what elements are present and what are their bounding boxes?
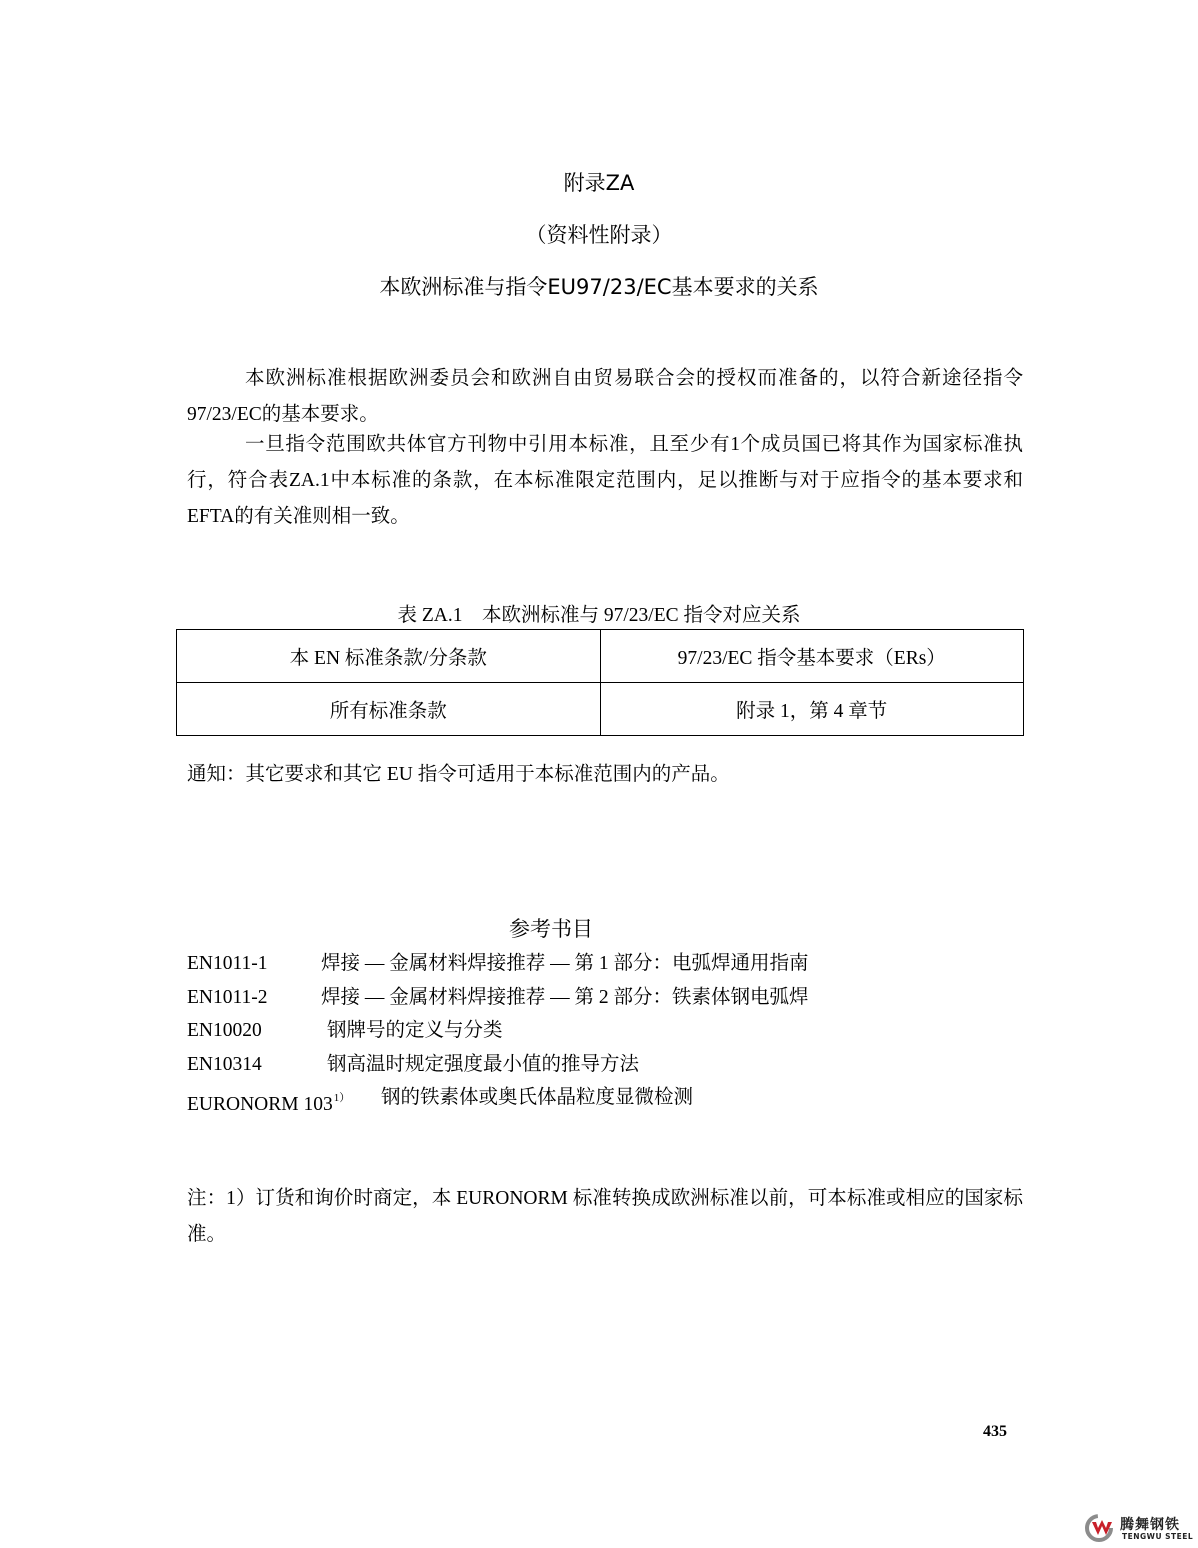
list-item <box>187 984 1023 1018</box>
correspondence-table <box>176 629 1024 736</box>
bib-code: EN1011-1 <box>187 953 268 974</box>
list-item <box>187 1084 1023 1118</box>
table-header-cell: 97/23/EC 指令基本要求（ERs） <box>600 630 1024 683</box>
bib-title: 钢牌号的定义与分类 <box>327 1020 503 1041</box>
table-caption: 表 ZA.1 本欧洲标准与 97/23/EC 指令对应关系 <box>397 605 801 626</box>
bib-code: EN1011-2 <box>187 986 268 1008</box>
list-item <box>187 1017 1023 1051</box>
bib-code: EURONORM 103 <box>187 1094 333 1115</box>
appendix-heading: 本欧洲标准与指令EU97/23/EC基本要求的关系 <box>379 275 819 299</box>
bib-title: 钢高温时规定强度最小值的推导方法 <box>327 1053 640 1075</box>
appendix-subtitle: （资料性附录） <box>525 223 673 247</box>
bib-title: 钢的铁素体或奥氏体晶粒度显微检测 <box>381 1087 694 1108</box>
appendix-title: 附录ZA <box>563 171 635 195</box>
bibliography-heading: 参考书目 <box>509 917 593 941</box>
page-number: 435 <box>983 1423 1007 1440</box>
table-cell: 所有标准条款 <box>177 683 601 736</box>
footnote-text: 注：1）订货和询价时商定，本 EURONORM 标准转换成欧洲标准以前，可本标准或相应的国家标准。 <box>187 1188 1023 1245</box>
bibliography-list <box>187 950 1023 1118</box>
footnote-marker: 1） <box>333 1092 351 1104</box>
table-header-row <box>177 630 1024 683</box>
notice-text: 通知：其它要求和其它 EU 指令可适用于本标准范围内的产品。 <box>187 764 730 785</box>
list-item <box>187 1051 1023 1085</box>
table-cell: 附录 1，第 4 章节 <box>600 683 1024 736</box>
bib-title: 焊接 — 金属材料焊接推荐 — 第 1 部分：电弧焊通用指南 <box>321 953 809 974</box>
table-header-cell: 本 EN 标准条款/分条款 <box>177 630 601 683</box>
logo-name-cn: 腾舞钢铁 <box>1120 1517 1180 1533</box>
logo-name-en: TENGWU STEEL <box>1122 1532 1194 1541</box>
paragraph-1: 本欧洲标准根据欧洲委员会和欧洲自由贸易联合会的授权而准备的，以符合新途径指令97/23/EC的基本要求。 <box>187 368 1023 425</box>
bib-code: EN10020 <box>187 1020 262 1041</box>
paragraph-2: 一旦指令范围欧共体官方刊物中引用本标准，且至少有1个成员国已将其作为国家标准执行，符合表ZA.1中本标准的条款，在本标准限定范围内，足以推断与对于应指令的基本要求和EFTA的有关准则相一致。 <box>187 434 1023 527</box>
list-item <box>187 950 1023 984</box>
table-row <box>177 683 1024 736</box>
company-logo <box>1084 1513 1194 1543</box>
bib-code: EN10314 <box>187 1053 262 1075</box>
tengwu-logo-icon <box>1084 1513 1118 1543</box>
bib-title: 焊接 — 金属材料焊接推荐 — 第 2 部分：铁素体钢电弧焊 <box>321 986 809 1008</box>
